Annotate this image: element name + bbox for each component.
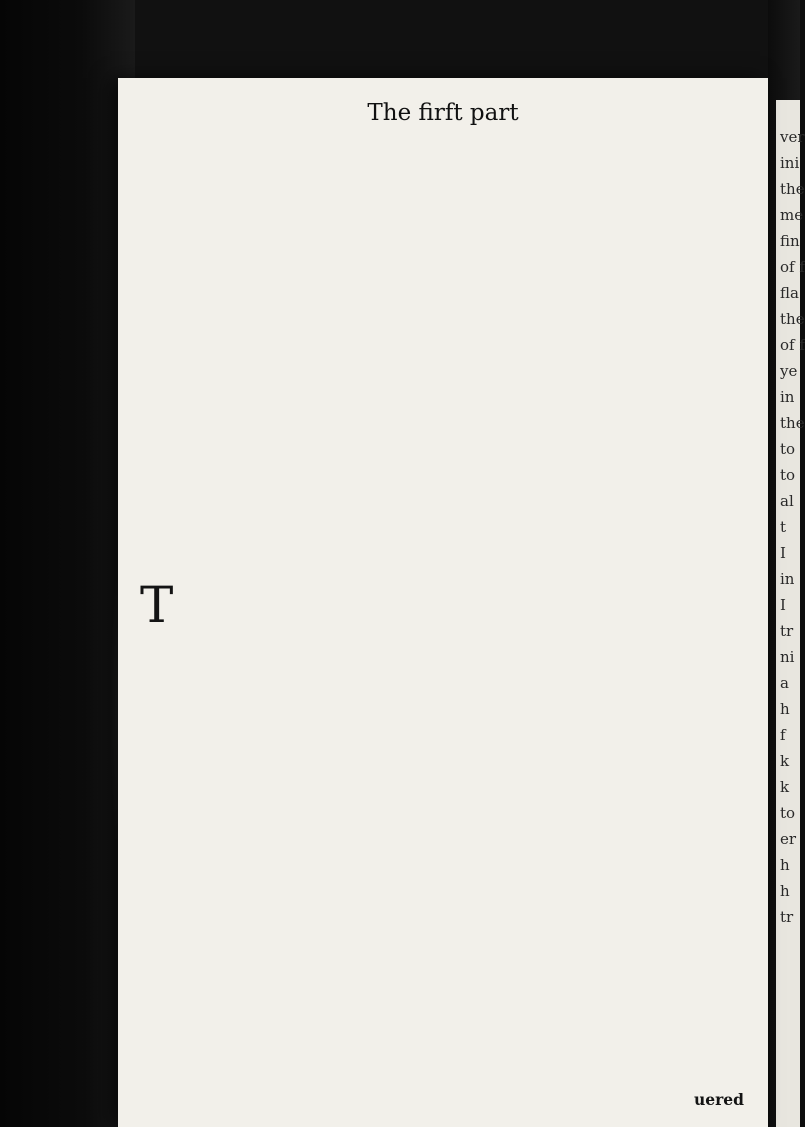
text-line xyxy=(140,820,752,842)
heading-line xyxy=(140,546,752,564)
text-line xyxy=(140,582,752,604)
facing-page-fragment: f xyxy=(780,726,786,744)
text-line xyxy=(140,160,752,182)
text-line xyxy=(140,647,752,669)
heading-line xyxy=(140,564,752,582)
facing-page-fragment: al xyxy=(780,492,794,510)
facing-page-fragment: h xyxy=(780,856,790,874)
facing-page-fragment: to xyxy=(780,804,796,822)
facing-page-fragment: ni xyxy=(780,648,795,666)
facing-page-fragment: ver xyxy=(780,128,805,146)
catchword: uered xyxy=(694,1090,744,1109)
facing-page-fragment: me xyxy=(780,206,804,224)
text-line xyxy=(140,755,752,777)
recipe-body xyxy=(140,576,752,949)
facing-page-fragment: to xyxy=(780,440,796,458)
text-line xyxy=(140,384,752,406)
facing-page-fragment: tr xyxy=(780,908,794,926)
facing-page-fragment: t xyxy=(780,518,787,536)
facing-page-fragment: in xyxy=(780,570,795,588)
text-line xyxy=(140,205,752,227)
facing-page-fragment: to xyxy=(780,466,796,484)
running-title: The firft part xyxy=(367,100,519,126)
text-line xyxy=(140,928,752,950)
text-line xyxy=(140,690,752,712)
facing-page-fragment: fla xyxy=(780,284,799,302)
text-line xyxy=(140,138,752,160)
heading-line xyxy=(140,494,752,512)
text-line xyxy=(140,863,752,885)
facing-page-fragment: ini xyxy=(780,154,800,172)
text-line xyxy=(140,625,752,647)
heading-line xyxy=(140,511,752,529)
facing-page-fragment: h xyxy=(780,700,790,718)
facing-page-fragment: I xyxy=(780,544,786,562)
text-line xyxy=(140,295,752,317)
facing-page-fragment: the xyxy=(780,414,805,432)
facing-page-fragment: the xyxy=(780,310,805,328)
facing-page-fragment: a xyxy=(780,674,789,692)
text-line xyxy=(140,733,752,755)
blackletter-paragraph xyxy=(140,138,752,429)
text-line xyxy=(140,272,752,294)
text-line xyxy=(140,250,752,272)
text-line xyxy=(140,317,752,339)
heading-line xyxy=(140,476,752,494)
facing-page-fragment: ye xyxy=(780,362,798,380)
text-line xyxy=(140,407,752,429)
text-line xyxy=(140,884,752,906)
text-line xyxy=(140,183,752,205)
text-line xyxy=(140,906,752,928)
facing-page-fragment: tr xyxy=(780,622,794,640)
text-line xyxy=(140,604,752,626)
facing-page-fragment: fin xyxy=(780,232,800,250)
text-line xyxy=(140,228,752,250)
facing-page-fragment: er xyxy=(780,830,797,848)
facing-page-fragment: I xyxy=(780,596,786,614)
book-page xyxy=(118,78,768,1127)
text-line xyxy=(140,798,752,820)
text-line xyxy=(140,712,752,734)
recipe-heading xyxy=(140,476,752,581)
facing-page-fragment: k xyxy=(780,778,790,796)
text-line xyxy=(140,668,752,690)
facing-page-fragment: in xyxy=(780,388,795,406)
facing-page-fragment: of f xyxy=(780,336,805,354)
facing-page-fragment: the xyxy=(780,180,805,198)
text-line xyxy=(140,340,752,362)
drop-cap: T xyxy=(140,576,174,634)
facing-page-fragment: of f xyxy=(780,258,805,276)
heading-line xyxy=(140,529,752,547)
facing-page-fragment: h xyxy=(780,882,790,900)
text-line xyxy=(140,841,752,863)
facing-page-fragment: k xyxy=(780,752,790,770)
text-line xyxy=(140,776,752,798)
text-line xyxy=(140,362,752,384)
